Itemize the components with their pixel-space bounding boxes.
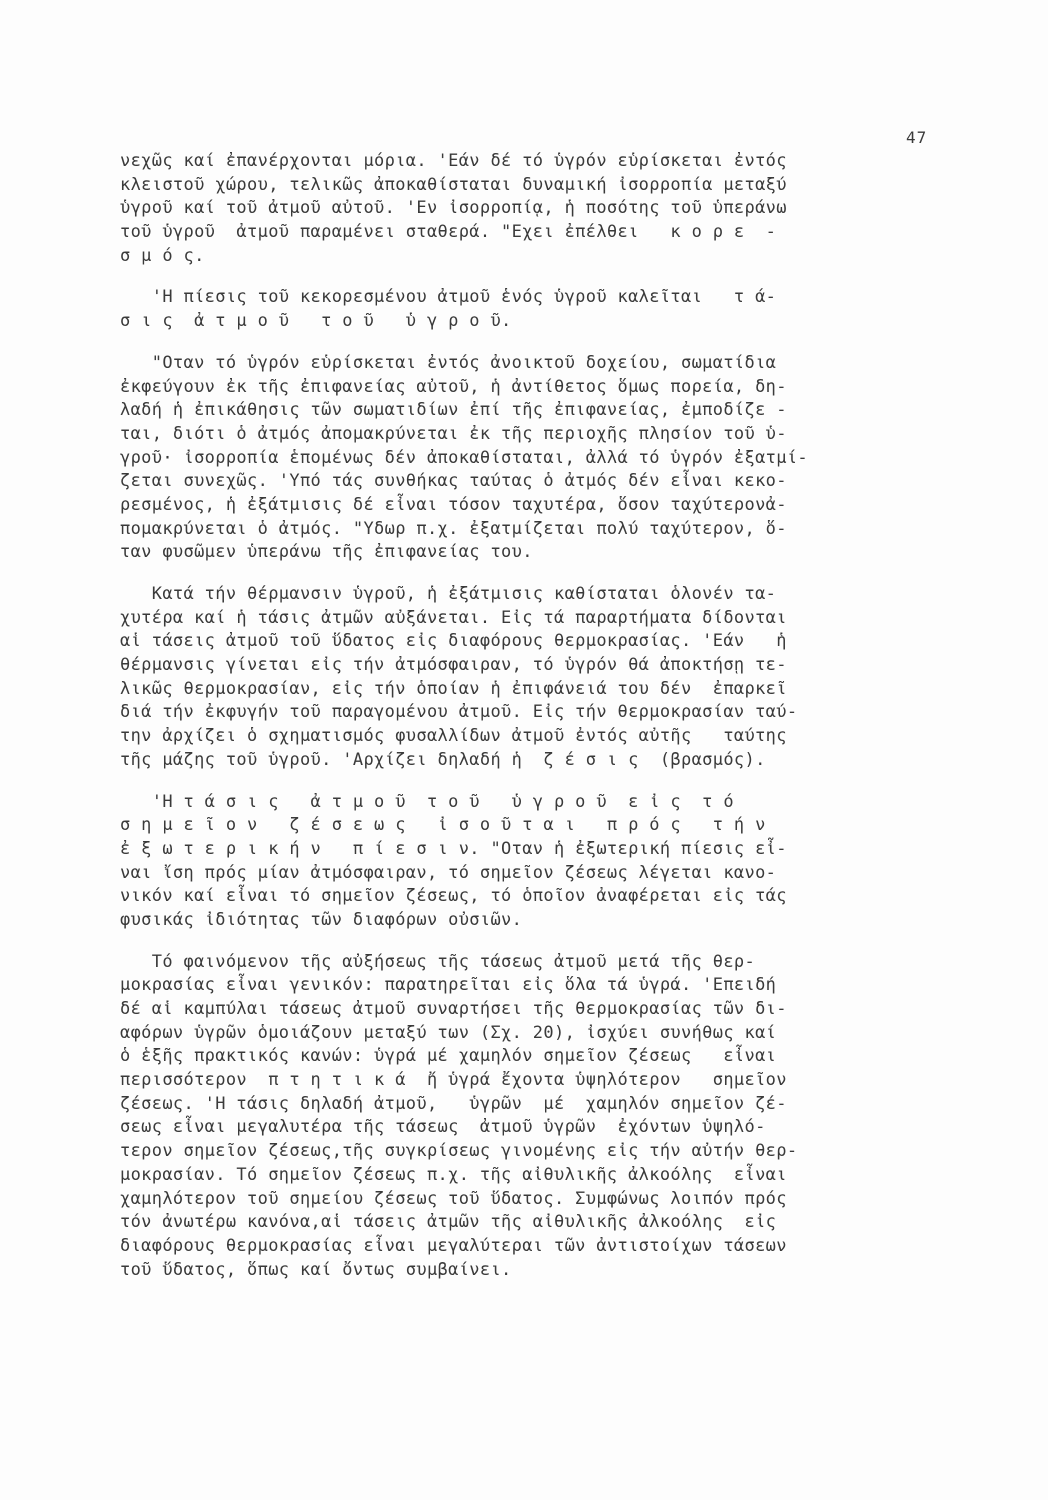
text-line: μοκρασίας εἶναι γενικόν: παρατηρεῖται εἰς ὅλα τά ὑγρά. 'Επειδή xyxy=(120,975,777,996)
text-line: κλειστοῦ χώρου, τελικῶς ἀποκαθίσταται δυναμική ἰσορροπία μεταξύ xyxy=(120,174,787,195)
text-line: τοῦ ὕδατος, ὅπως καί ὄντως συμβαίνει. xyxy=(120,1259,512,1280)
text-line: τῆς μάζης τοῦ ὑγροῦ. 'Αρχίζει δηλαδή ἡ ζ έ σ ι ς (βρασμός). xyxy=(120,749,766,770)
text-line: χυτέρα καί ἡ τάσις ἀτμῶν αὐξάνεται. Εἰς τά παραρτήματα δίδονται xyxy=(120,607,787,628)
text-line: δέ αἱ καμπύλαι τάσεως ἀτμοῦ συναρτήσει τῆς θερμοκρασίας τῶν δι- xyxy=(120,999,787,1019)
text-line: λικῶς θερμοκρασίαν, εἰς τήν ὁποίαν ἡ ἐπιφάνειά του δέν ἐπαρκεῖ xyxy=(120,678,787,699)
text-line: λαδή ἡ ἐπικάθησις τῶν σωματιδίων ἐπί τῆς ἐπιφανείας, ἐμποδίζε - xyxy=(120,400,787,421)
text-line: διαφόρους θερμοκρασίας εἶναι μεγαλύτεραι τῶν ἀντιστοίχων τάσεων xyxy=(120,1235,787,1256)
text-line: ρεσμένος, ἡ ἐξάτμισις δέ εἶναι τόσον ταχυτέρα, ὅσον ταχύτερονἀ- xyxy=(120,494,787,515)
text-line: 'Η πίεσις τοῦ κεκορεσμένου ἀτμοῦ ἑνός ὑγροῦ καλεῖται τ ά- xyxy=(120,287,777,308)
text-line: νεχῶς καί ἐπανέρχονται μόρια. 'Εάν δέ τό ὑγρόν εὑρίσκεται ἐντός xyxy=(120,151,787,171)
text-line: ταν φυσῶμεν ὑπεράνω τῆς ἐπιφανείας του. xyxy=(120,542,533,563)
text-line: θέρμανσις γίνεται εἰς τήν ἀτμόσφαιραν, τό ὑγρόν θά ἀποκτήσῃ τε- xyxy=(120,655,787,676)
text-line: χαμηλότερον τοῦ σημείου ζέσεως τοῦ ὕδατος. Συμφώνως λοιπόν πρός xyxy=(120,1188,787,1209)
text-line: ὑγροῦ καί τοῦ ἀτμοῦ αὐτοῦ. 'Εν ἰσορροπίᾳ, ἡ ποσότης τοῦ ὑπεράνω xyxy=(120,198,787,219)
text-line: την ἀρχίζει ὁ σχηματισμός φυσαλλίδων ἀτμοῦ ἐντός αὐτῆς ταύτης xyxy=(120,726,787,747)
text-line: "Οταν τό ὑγρόν εὑρίσκεται ἐντός ἀνοικτοῦ δοχείου, σωματίδια xyxy=(120,352,777,373)
text-line: τόν ἀνωτέρω κανόνα,αἱ τάσεις ἀτμῶν τῆς αἰθυλικῆς ἀλκοόλης εἰς xyxy=(120,1212,777,1233)
text-line: φυσικάς ἰδιότητας τῶν διαφόρων οὐσιῶν. xyxy=(120,909,523,930)
text-line: ὁ ἑξῆς πρακτικός κανών: ὑγρά μέ χαμηλόν σημεῖον ζέσεως εἶναι xyxy=(120,1046,777,1067)
paragraph-gap xyxy=(120,773,940,791)
text-line: σεως εἶναι μεγαλυτέρα τῆς τάσεως ἀτμοῦ ὑγρῶν ἐχόντων ὑψηλό- xyxy=(120,1117,766,1138)
paragraph-gap xyxy=(120,933,940,951)
text-line: αἱ τάσεις ἀτμοῦ τοῦ ὕδατος εἰς διαφόρους θερμοκρασίας. 'Εάν ἡ xyxy=(120,631,787,652)
text-line: νικόν καί εἶναι τό σημεῖον ζέσεως, τό ὁποῖον ἀναφέρεται εἰς τάς xyxy=(120,886,787,907)
paragraph-gap xyxy=(120,565,940,583)
text-line: ζέσεως. 'Η τάσις δηλαδή ἀτμοῦ, ὑγρῶν μέ χαμηλόν σημεῖον ζέ- xyxy=(120,1093,787,1114)
text-line: γροῦ· ἰσορροπία ἑπομένως δέν ἀποκαθίσταται, ἀλλά τό ὑγρόν ἐξατμί- xyxy=(120,447,809,468)
text-line: Κατά τήν θέρμανσιν ὑγροῦ, ἡ ἐξάτμισις καθίσταται ὁλονέν τα- xyxy=(120,584,777,604)
paragraph-gap xyxy=(120,268,940,286)
body-text xyxy=(120,150,940,1282)
text-line: ναι ἴση πρός μίαν ἀτμόσφαιραν, τό σημεῖον ζέσεως λέγεται κανο- xyxy=(120,862,777,883)
text-line: ζεται συνεχῶς. 'Υπό τάς συνθήκας ταύτας ὁ ἀτμός δέν εἶναι κεκο- xyxy=(120,471,787,492)
text-line: μοκρασίαν. Τό σημεῖον ζέσεως π.χ. τῆς αἰθυλικῆς ἀλκοόλης εἶναι xyxy=(120,1164,787,1185)
text-line: περισσότερον π τ η τ ι κ ά ἤ ὑγρά ἔχοντα ὑψηλότερον σημεῖον xyxy=(120,1070,787,1091)
text-line: αφόρων ὑγρῶν ὁμοιάζουν μεταξύ των (Σχ. 20), ἰσχύει συνήθως καί xyxy=(120,1022,777,1043)
text-line: διά τήν ἐκφυγήν τοῦ παραγομένου ἀτμοῦ. Εἰς τήν θερμοκρασίαν ταύ- xyxy=(120,702,798,723)
text-line: πομακρύνεται ὁ ἀτμός. "Υδωρ π.χ. ἐξατμίζεται πολύ ταχύτερον, ὅ- xyxy=(120,518,787,539)
text-line: ἐ ξ ω τ ε ρ ι κ ή ν π ί ε σ ι ν. "Οταν ἡ ἐξωτερική πίεσις εἶ- xyxy=(120,838,787,859)
page-number: 47 xyxy=(906,128,928,147)
text-line: 'Η τ ά σ ι ς ἀ τ μ ο ῦ τ ο ῦ ὑ γ ρ ο ῦ ε ἰ ς τ ό xyxy=(120,791,734,812)
text-line: σ ι ς ἀ τ μ ο ῦ τ ο ῦ ὑ γ ρ ο ῦ. xyxy=(120,311,512,332)
text-line: σ η μ ε ῖ ο ν ζ έ σ ε ω ς ἰ σ ο ῦ τ α ι π ρ ό ς τ ή ν xyxy=(120,815,766,836)
text-line: Τό φαινόμενον τῆς αὐξήσεως τῆς τάσεως ἀτμοῦ μετά τῆς θερ- xyxy=(120,951,756,972)
text-line: τοῦ ὑγροῦ ἀτμοῦ παραμένει σταθερά. "Εχει ἐπέλθει κ ο ρ ε - xyxy=(120,222,777,243)
text-line: ἐκφεύγουν ἐκ τῆς ἐπιφανείας αὐτοῦ, ἡ ἀντίθετος ὅμως πορεία, δη- xyxy=(120,376,787,397)
paragraph-gap xyxy=(120,334,940,352)
text-line: σ μ ό ς. xyxy=(120,245,205,266)
text-line: τερον σημεῖον ζέσεως,τῆς συγκρίσεως γινομένης εἰς τήν αὐτήν θερ- xyxy=(120,1141,798,1162)
text-line: ται, διότι ὁ ἀτμός ἀπομακρύνεται ἐκ τῆς περιοχῆς πλησίον τοῦ ὑ- xyxy=(120,423,787,444)
